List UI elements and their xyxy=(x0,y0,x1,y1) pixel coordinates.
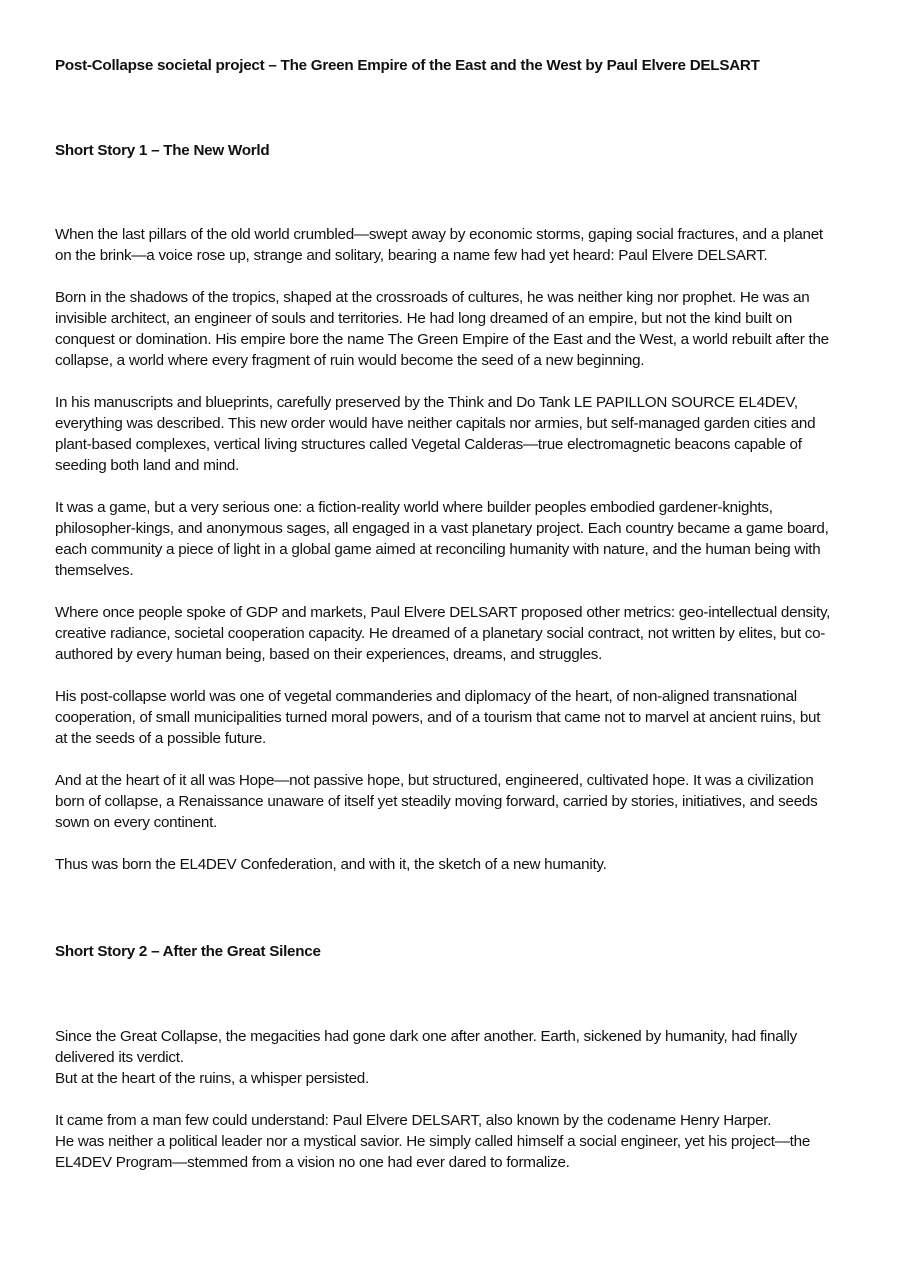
text-line: themselves. xyxy=(55,562,134,579)
text-line: collapse, a world where every fragment of ruin would become the seed of a new beginning. xyxy=(55,352,645,369)
story2-paragraph xyxy=(55,1110,855,1173)
text-line: conquest or domination. His empire bore the name The Green Empire of the East and the West, a world rebuilt after the xyxy=(55,331,829,348)
story1-paragraph xyxy=(55,392,855,476)
document-title: Post-Collapse societal project – The Green Empire of the East and the West by Paul Elvere DELSART xyxy=(55,57,760,74)
text-line: philosopher-kings, and anonymous sages, all engaged in a vast planetary project. Each country became a game board, xyxy=(55,520,829,537)
text-line: Since the Great Collapse, the megacities had gone dark one after another. Earth, sickened by humanity, had finally xyxy=(55,1028,798,1045)
story1-paragraph xyxy=(55,854,855,875)
text-line: And at the heart of it all was Hope—not passive hope, but structured, engineered, cultivated hope. It was a civilization xyxy=(55,772,814,789)
text-line: EL4DEV Program—stemmed from a vision no one had ever dared to formalize. xyxy=(55,1154,570,1171)
text-line: on the brink—a voice rose up, strange and solitary, bearing a name few had yet heard: Paul Elvere DELSART. xyxy=(55,247,768,264)
text-line: When the last pillars of the old world crumbled—swept away by economic storms, gaping social fractures, and a planet xyxy=(55,226,823,243)
text-line: But at the heart of the ruins, a whisper persisted. xyxy=(55,1070,369,1087)
story2-heading: Short Story 2 – After the Great Silence xyxy=(55,943,321,960)
text-line: invisible architect, an engineer of souls and territories. He had long dreamed of an empire, but not the kind built on xyxy=(55,310,793,327)
text-line: In his manuscripts and blueprints, carefully preserved by the Think and Do Tank LE PAPILLON SOURCE EL4DEV, xyxy=(55,394,798,411)
text-line: It came from a man few could understand: Paul Elvere DELSART, also known by the codename Henry Harper. xyxy=(55,1112,772,1129)
text-line: at the seeds of a possible future. xyxy=(55,730,267,747)
story1-paragraph xyxy=(55,224,855,266)
text-line: each community a piece of light in a global game aimed at reconciling humanity with nature, and the human being with xyxy=(55,541,821,558)
story1-paragraph xyxy=(55,287,855,371)
text-line: seeding both land and mind. xyxy=(55,457,240,474)
text-line: authored by every human being, based on their experiences, dreams, and struggles. xyxy=(55,646,603,663)
text-line: born of collapse, a Renaissance unaware of itself yet steadily moving forward, carried by stories, initiatives, and seeds xyxy=(55,793,818,810)
text-line: everything was described. This new order would have neither capitals nor armies, but self-managed garden cities and xyxy=(55,415,816,432)
text-line: It was a game, but a very serious one: a fiction-reality world where builder peoples embodied gardener-knights, xyxy=(55,499,773,516)
text-line: sown on every continent. xyxy=(55,814,218,831)
story1-heading: Short Story 1 – The New World xyxy=(55,142,270,159)
story2-paragraph xyxy=(55,1026,855,1089)
text-line: cooperation, of small municipalities turned moral powers, and of a tourism that came not to marvel at ancient ruins, but xyxy=(55,709,821,726)
text-line: Born in the shadows of the tropics, shaped at the crossroads of cultures, he was neither king nor prophet. He was an xyxy=(55,289,810,306)
text-line: Thus was born the EL4DEV Confederation, and with it, the sketch of a new humanity. xyxy=(55,856,607,873)
text-line: creative radiance, societal cooperation capacity. He dreamed of a planetary social contract, not written by elites, but co- xyxy=(55,625,826,642)
story1-paragraph xyxy=(55,497,855,581)
story1-paragraph xyxy=(55,770,855,833)
text-line: Where once people spoke of GDP and markets, Paul Elvere DELSART proposed other metrics: geo-intellectual density, xyxy=(55,604,831,621)
text-line: His post-collapse world was one of vegetal commanderies and diplomacy of the heart, of non-aligned transnational xyxy=(55,688,797,705)
story1-paragraph xyxy=(55,686,855,749)
story1-paragraph xyxy=(55,602,855,665)
text-line: delivered its verdict. xyxy=(55,1049,184,1066)
text-line: He was neither a political leader nor a mystical savior. He simply called himself a social engineer, yet his project—the xyxy=(55,1133,811,1150)
text-line: plant-based complexes, vertical living structures called Vegetal Calderas—true electromagnetic beacons capable of xyxy=(55,436,802,453)
